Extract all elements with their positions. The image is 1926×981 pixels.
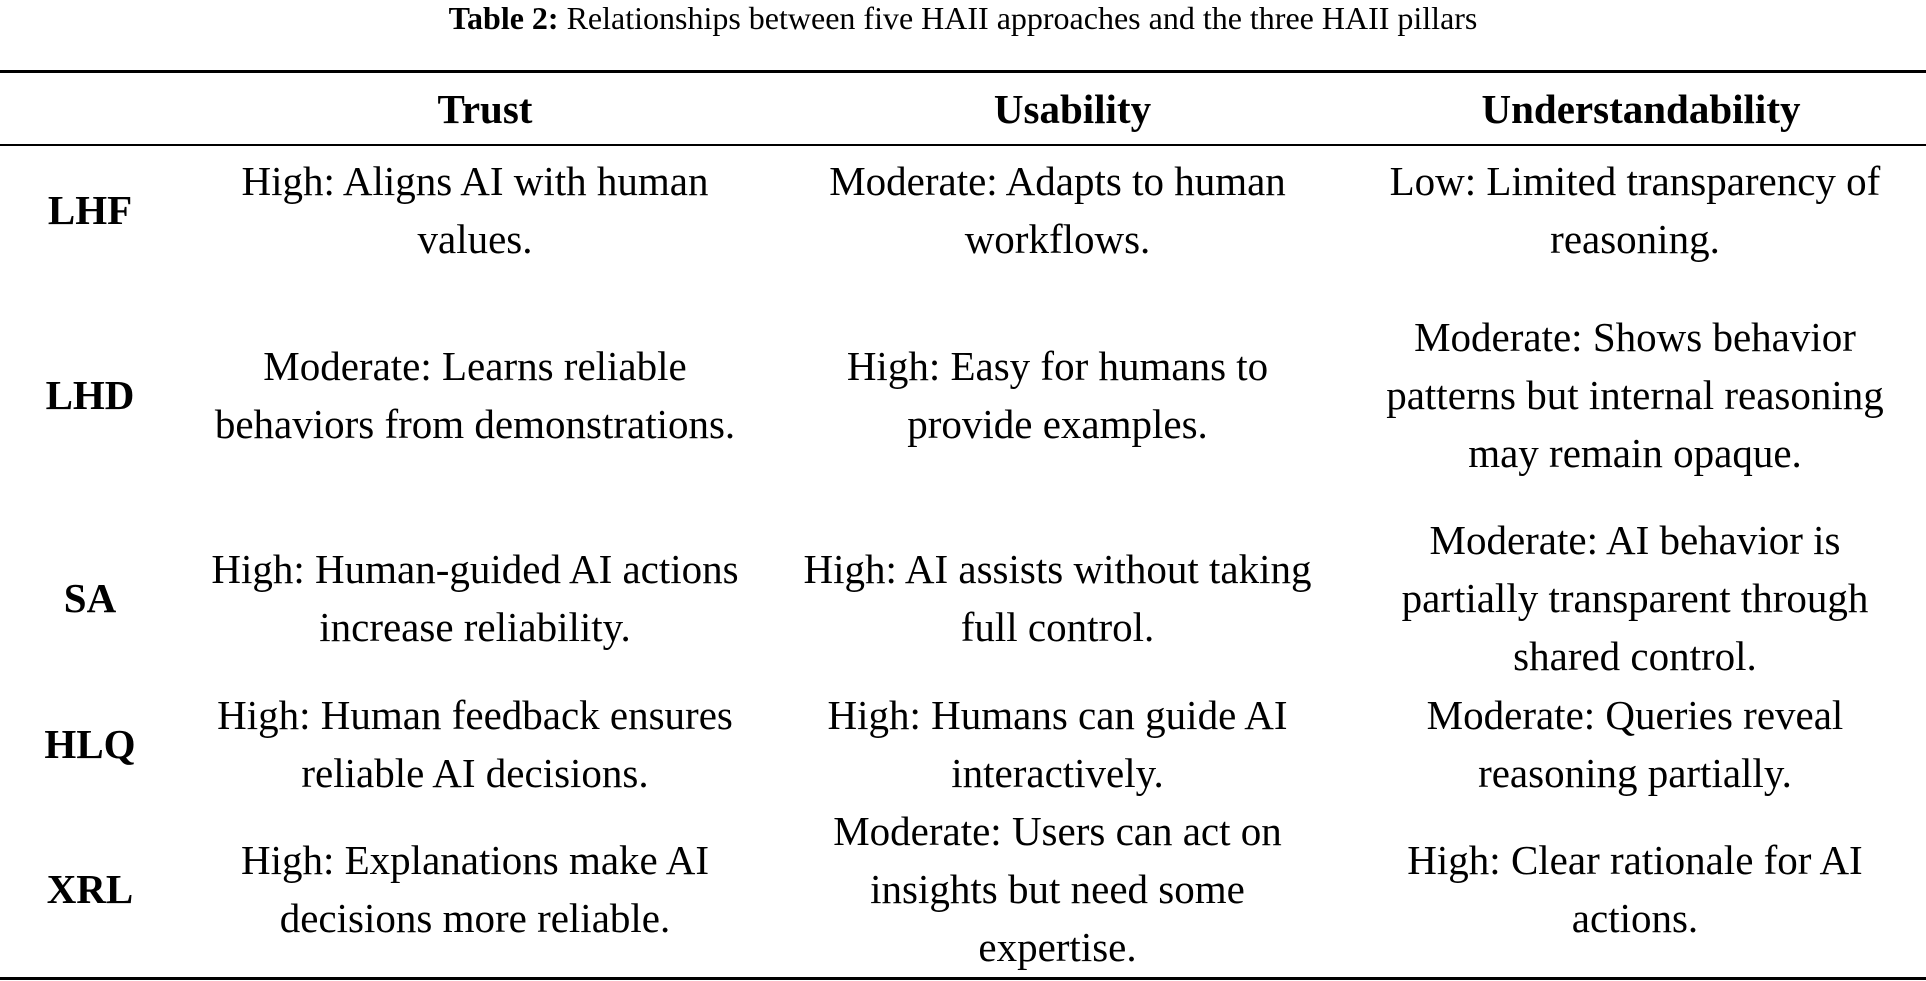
table-header-rule [0, 144, 1926, 146]
cell-trust: High: Aligns AI with human values. [241, 158, 709, 262]
cell-understandability: Moderate: AI behavior is partially transparent through shared control. [1401, 516, 1869, 679]
cell-usability: High: Humans can guide AI interactively. [827, 692, 1288, 796]
table-row [0, 515, 1926, 680]
cell-trust: Moderate: Learns reliable behaviors from demonstrations. [214, 343, 736, 447]
table-header-row [0, 74, 1926, 144]
cell-trust: High: Human-guided AI actions increase reliability. [211, 545, 739, 650]
table-caption [0, 0, 1926, 36]
row-label-lhd: LHD [45, 372, 135, 418]
cell-usability: Moderate: Adapts to human workflows. [829, 158, 1286, 262]
row-label-hlq: HLQ [44, 721, 136, 767]
cell-trust: High: Human feedback ensures reliable AI decisions. [217, 692, 733, 796]
table-bottom-rule [0, 977, 1926, 980]
table-caption-label: Table 2: [448, 0, 559, 36]
cell-understandability: Low: Limited transparency of reasoning. [1389, 158, 1881, 262]
cell-usability: High: Easy for humans to provide examples. [846, 343, 1269, 447]
table-row [0, 684, 1926, 804]
header-trust: Trust [437, 86, 533, 132]
row-label-sa: SA [63, 574, 117, 621]
table-row [0, 804, 1926, 974]
cell-understandability: High: Clear rationale for AI actions. [1407, 837, 1863, 941]
table-caption-text: Relationships between five HAII approaches and the three HAII pillars [566, 0, 1478, 36]
table-top-rule [0, 70, 1926, 73]
cell-usability: High: AI assists without taking full control. [803, 545, 1312, 650]
table-row [0, 275, 1926, 515]
header-understandability: Understandability [1481, 86, 1801, 132]
cell-usability: Moderate: Users can act on insights but need some expertise. [833, 808, 1282, 970]
cell-understandability: Moderate: Shows behavior patterns but internal reasoning may remain opaque. [1386, 314, 1884, 476]
row-label-lhf: LHF [47, 187, 133, 233]
table-row [0, 150, 1926, 270]
header-corner [0, 74, 180, 144]
row-label-xrl: XRL [46, 866, 134, 912]
header-usability: Usability [993, 86, 1152, 132]
cell-trust: High: Explanations make AI decisions more reliable. [241, 837, 709, 941]
cell-understandability: Moderate: Queries reveal reasoning partially. [1426, 692, 1844, 796]
